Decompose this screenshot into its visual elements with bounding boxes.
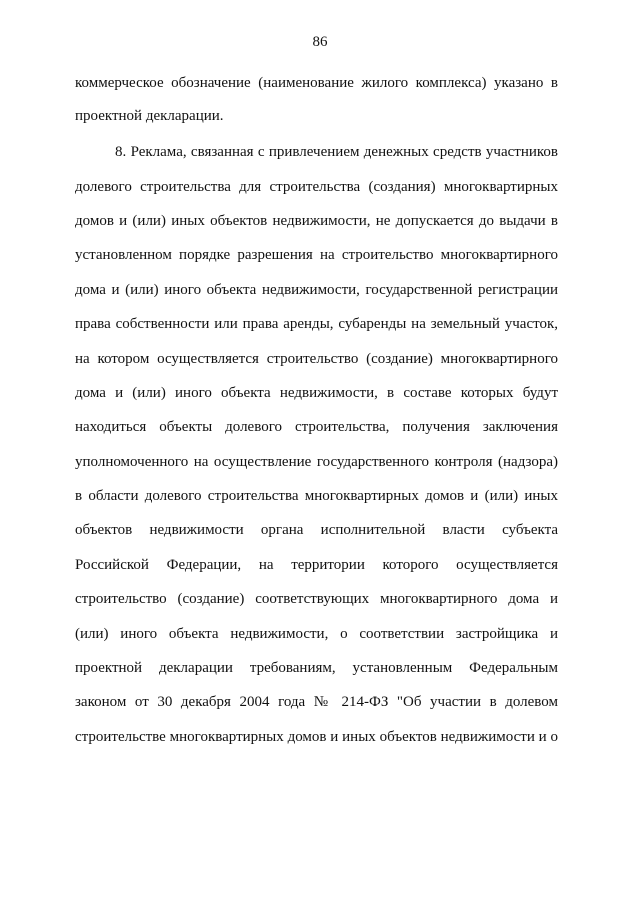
text-line-16: строительство (создание) соответствующих многоквартирного дома и: [75, 591, 558, 607]
text-line-7: дома и (или) иного объекта недвижимости, государственной регистрации: [75, 282, 558, 298]
text-line-3: 8. Реклама, связанная с привлечением денежных средств участников: [115, 144, 558, 160]
text-line-8: права собственности или права аренды, субаренды на земельный участок,: [75, 316, 558, 332]
text-line-11: находиться объекты долевого строительства, получения заключения: [75, 419, 558, 435]
text-line-4: долевого строительства для строительства (создания) многоквартирных: [75, 179, 558, 195]
text-line-6: установленном порядке разрешения на строительство многоквартирного: [75, 247, 558, 263]
text-line-2: проектной декларации.: [75, 108, 224, 124]
text-line-13: в области долевого строительства многоквартирных домов и (или) иных: [75, 488, 558, 504]
text-line-12: уполномоченного на осуществление государственного контроля (надзора): [75, 454, 558, 470]
text-line-14: объектов недвижимости органа исполнительной власти субъекта: [75, 522, 558, 538]
page-number: 86: [312, 34, 328, 50]
text-line-5: домов и (или) иных объектов недвижимости, не допускается до выдачи в: [75, 213, 558, 229]
text-line-1: коммерческое обозначение (наименование жилого комплекса) указано в: [75, 75, 558, 91]
text-line-18: проектной декларации требованиям, установленным Федеральным: [75, 660, 558, 676]
text-line-15: Российской Федерации, на территории которого осуществляется: [75, 557, 558, 573]
text-line-9: на котором осуществляется строительство (создание) многоквартирного: [75, 351, 558, 367]
text-line-20: строительстве многоквартирных домов и иных объектов недвижимости и о: [75, 729, 558, 745]
text-line-17: (или) иного объекта недвижимости, о соответствии застройщика и: [75, 626, 558, 642]
text-line-19: законом от 30 декабря 2004 года № 214-ФЗ "Об участии в долевом: [75, 694, 558, 710]
text-line-10: дома и (или) иного объекта недвижимости, в составе которых будут: [75, 385, 558, 401]
